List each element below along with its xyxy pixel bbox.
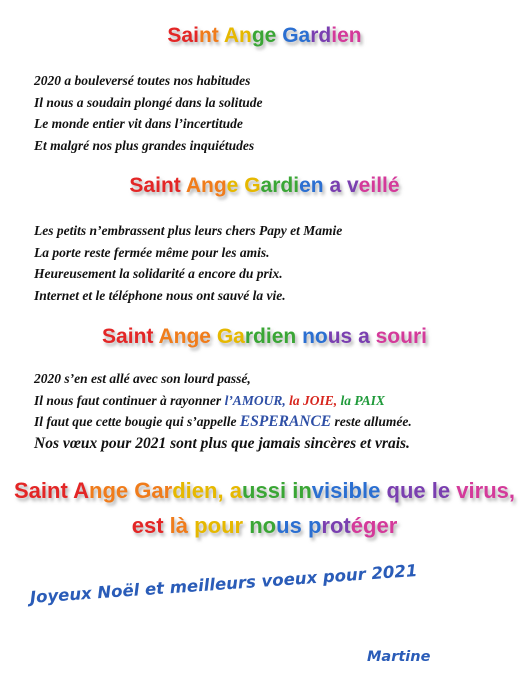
heading-letter: a xyxy=(229,478,242,503)
heading-letter: A xyxy=(223,24,239,47)
heading-letter: i xyxy=(421,325,427,348)
heading-letter: s xyxy=(267,478,280,503)
heading-letter: r xyxy=(412,325,422,348)
heading-letter: s xyxy=(289,513,302,538)
heading-letter: e xyxy=(264,24,277,47)
heading-letter: , xyxy=(508,478,516,503)
heading-letter: a xyxy=(116,325,128,348)
heading-letter: l xyxy=(382,174,388,197)
heading-letter: e xyxy=(358,174,371,197)
verse-line: Nos vœux pour 2021 sont plus que jamais sincères et vrais. xyxy=(34,434,410,452)
heading-letter: e xyxy=(191,478,205,503)
heading-letter: a xyxy=(329,174,342,197)
heading-letter: r xyxy=(163,478,173,503)
heading-letter: S xyxy=(129,174,144,197)
word-joie: la JOIE, xyxy=(289,392,338,408)
heading-letter: i xyxy=(293,174,300,197)
heading-letter: u xyxy=(327,325,341,348)
heading-letter: a xyxy=(181,24,194,47)
heading-saint-ange-gardien xyxy=(0,24,529,48)
heading-letter: n xyxy=(298,478,312,503)
verse-text: Il faut que cette bougie qui s’appelle xyxy=(34,414,240,429)
heading-letter: u xyxy=(483,478,497,503)
heading-letter: i xyxy=(370,174,377,197)
verse-line: Et malgré nos plus grandes inquiétudes xyxy=(34,137,255,153)
heading-letter: n xyxy=(160,174,174,197)
heading-letter: n xyxy=(204,478,218,503)
heading-letter: q xyxy=(386,478,400,503)
heading-letter: i xyxy=(193,24,199,47)
verse-line: 2020 a bouleversé toutes nos habitudes xyxy=(34,73,251,88)
heading-letter: a xyxy=(233,325,245,348)
heading-letter: g xyxy=(213,174,227,197)
heading-letter: e xyxy=(376,513,389,538)
heading-letter: g xyxy=(363,513,377,538)
heading-letter: e xyxy=(368,478,381,503)
verse-line: Internet et le téléphone nous ont sauvé la vie. xyxy=(34,287,286,303)
verse-line: 2020 s’en est allé avec son lourd passé, xyxy=(34,371,251,386)
heading-letter: e xyxy=(337,24,349,47)
heading-letter: S xyxy=(13,478,29,503)
stanza-1 xyxy=(34,70,262,156)
verse-line xyxy=(34,390,412,412)
heading-letter: r xyxy=(321,513,330,538)
heading-letter: d xyxy=(172,478,186,503)
heading-letter: i xyxy=(155,174,161,197)
heading-letter: G xyxy=(134,478,152,503)
heading-letter: g xyxy=(186,325,200,348)
heading-letter: i xyxy=(292,478,299,503)
heading-letter: e xyxy=(437,478,451,503)
heading-letter: t xyxy=(343,513,351,538)
banner-line-2 xyxy=(0,513,529,539)
heading-letter: o xyxy=(262,513,277,538)
heading-letter: i xyxy=(468,478,475,503)
verse-line: La porte reste fermée même pour les amis. xyxy=(34,244,270,260)
heading-letter: l xyxy=(361,478,369,503)
heading-letter: o xyxy=(314,325,328,348)
heading-letter: n xyxy=(173,325,187,348)
heading-letter: G xyxy=(244,174,261,197)
heading-letter: r xyxy=(244,325,254,348)
heading-letter: a xyxy=(151,478,164,503)
heading-letter: u xyxy=(400,325,413,348)
heading-letter: u xyxy=(276,513,290,538)
heading-letter: n xyxy=(283,325,297,348)
heading-letter: A xyxy=(185,174,202,197)
heading-letter: o xyxy=(329,513,344,538)
heading-letter: l xyxy=(169,513,176,538)
heading-letter: u xyxy=(399,478,414,503)
heading-letter: i xyxy=(324,478,331,503)
heading-letter: d xyxy=(318,24,332,47)
heading-letter: l xyxy=(376,174,383,197)
heading-letter: n xyxy=(239,24,252,47)
heading-letter: t xyxy=(211,24,219,47)
heading-letter: i xyxy=(40,478,48,503)
banner-line-1 xyxy=(0,478,529,504)
heading-letter: i xyxy=(342,478,349,503)
heading-letter: i xyxy=(331,24,338,47)
heading-letter: u xyxy=(221,513,235,538)
word-esperance: ESPERANCE xyxy=(239,413,332,430)
heading-letter: t xyxy=(173,174,181,197)
heading-letter: r xyxy=(234,513,244,538)
heading-letter: i xyxy=(279,478,287,503)
heading-letter: p xyxy=(194,513,208,538)
verse-line: Il nous a soudain plongé dans la solitude xyxy=(34,94,263,110)
stanza-2 xyxy=(34,220,342,306)
heading-letter: e xyxy=(271,325,284,348)
verse-line xyxy=(34,411,412,433)
heading-letter: s xyxy=(255,478,268,503)
verse-line: Le monde entier vit dans l’incertitude xyxy=(34,116,243,131)
heading-letter: t xyxy=(60,478,68,503)
heading-letter: é xyxy=(387,174,400,197)
heading-letter: g xyxy=(251,24,265,47)
heading-letter: s xyxy=(330,478,343,503)
signature: Martine xyxy=(367,649,431,665)
verse-line: Les petits n’embrassent plus leurs chers Papy et Mamie xyxy=(34,223,343,238)
heading-letter: r xyxy=(310,24,319,47)
heading-letter: v xyxy=(311,478,325,503)
word-paix: la PAIX xyxy=(340,392,385,408)
stanza-3 xyxy=(34,368,412,454)
heading-letter: n xyxy=(89,478,103,503)
verse-text: Il nous faut continuer à rayonner xyxy=(34,392,225,408)
heading-letter: A xyxy=(158,325,174,348)
verse-text: reste allumée. xyxy=(331,414,412,429)
heading-letter: i xyxy=(265,325,272,348)
heading-letter: a xyxy=(143,174,156,197)
heading-letter: a xyxy=(298,24,311,47)
heading-letter: t xyxy=(156,513,164,538)
heading-letter: e xyxy=(299,174,311,197)
heading-letter: à xyxy=(175,513,189,538)
heading-letter: e xyxy=(115,478,129,503)
heading-letter: A xyxy=(73,478,89,503)
heading-letter: G xyxy=(282,24,299,47)
heading-letter: e xyxy=(413,478,426,503)
heading-letter: g xyxy=(102,478,116,503)
heading-letter: n xyxy=(302,325,315,348)
heading-letter: e xyxy=(226,174,239,197)
word-amour: l’AMOUR, xyxy=(224,392,286,408)
heading-letter: d xyxy=(280,174,294,197)
heading-letter: G xyxy=(216,325,234,348)
heading-letter: r xyxy=(474,478,484,503)
heading-letter: t xyxy=(146,325,154,348)
heading-letter: d xyxy=(253,325,266,348)
heading-letter: S xyxy=(102,325,117,348)
heading-letter: n xyxy=(310,174,324,197)
heading-letter: s xyxy=(143,513,157,538)
heading-letter: o xyxy=(387,325,401,348)
heading-letter: a xyxy=(260,174,273,197)
heading-letter: n xyxy=(249,513,263,538)
heading-letter: i xyxy=(127,325,134,348)
heading-letter: , xyxy=(217,478,224,503)
heading-letter: s xyxy=(375,325,388,348)
heading-letter: r xyxy=(388,513,398,538)
heading-nous-a-souri xyxy=(0,325,529,349)
heading-letter: b xyxy=(348,478,362,503)
verse-line: Heureusement la solidarité a encore du prix. xyxy=(34,266,283,281)
heading-letter: a xyxy=(358,325,370,348)
heading-letter: n xyxy=(133,325,147,348)
heading-letter: p xyxy=(307,513,322,538)
heading-a-veille xyxy=(0,174,529,198)
heading-letter: n xyxy=(198,24,212,47)
heading-letter: s xyxy=(340,325,353,348)
heading-letter: e xyxy=(131,513,144,538)
heading-letter: v xyxy=(346,174,359,197)
heading-letter: n xyxy=(201,174,214,197)
heading-letter: r xyxy=(272,174,281,197)
heading-letter: u xyxy=(242,478,256,503)
heading-letter: é xyxy=(350,513,363,538)
heading-letter: a xyxy=(28,478,41,503)
heading-letter: o xyxy=(207,513,222,538)
closing-greeting: Joyeux Noël et meilleurs voeux pour 2021 xyxy=(29,560,418,607)
heading-letter: n xyxy=(348,24,362,47)
heading-letter: S xyxy=(167,24,182,47)
heading-letter: s xyxy=(496,478,509,503)
heading-letter: i xyxy=(185,478,192,503)
heading-letter: e xyxy=(199,325,211,348)
heading-letter: l xyxy=(431,478,438,503)
heading-letter: v xyxy=(456,478,469,503)
heading-letter: n xyxy=(47,478,61,503)
